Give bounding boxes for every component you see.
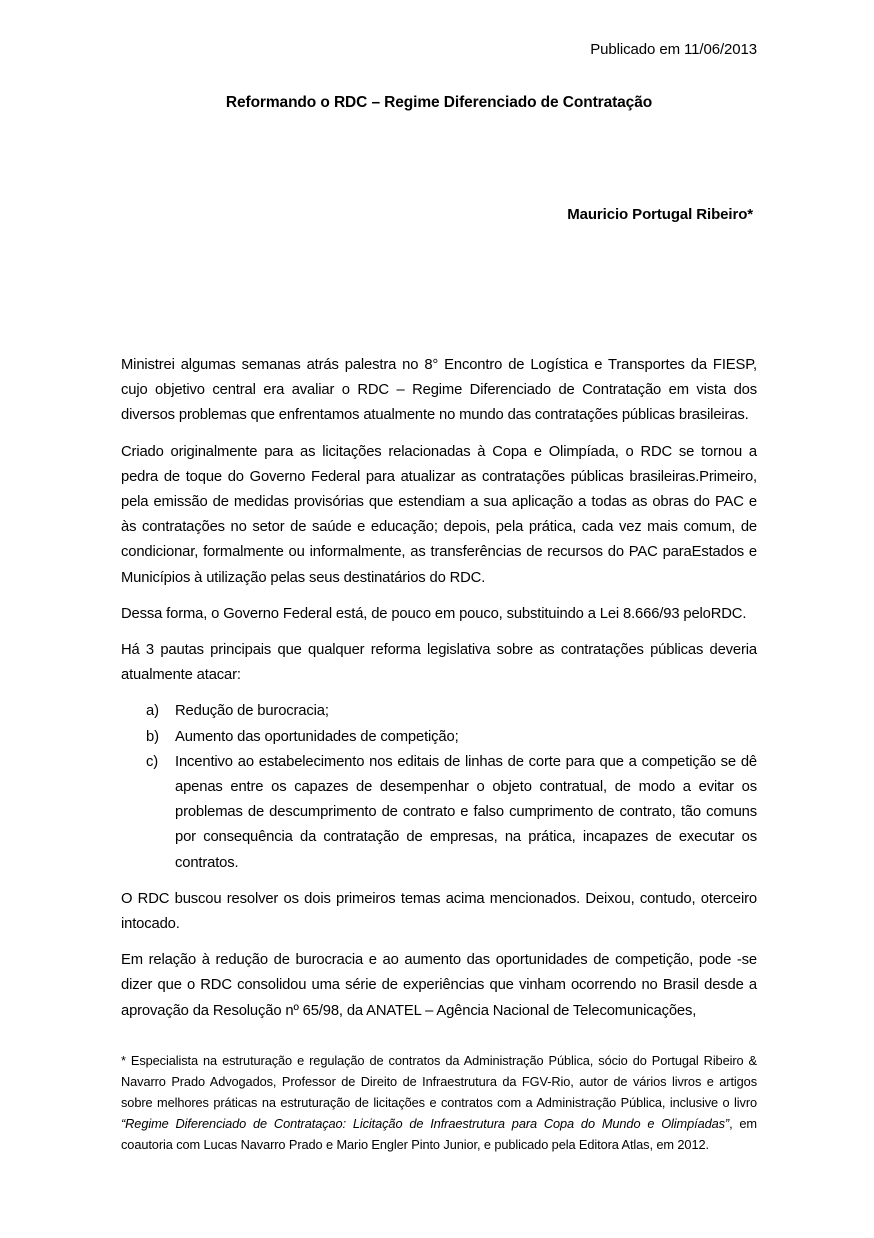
list-item-text: Aumento das oportunidades de competição; [175, 728, 459, 745]
list-item-text: Redução de burocracia; [175, 703, 329, 720]
document-body [121, 353, 757, 1035]
paragraph-rdc-origin: Criado originalmente para as licitações relacionadas à Copa e Olimpíada, o RDC se tornou a pedra de toque do Governo Federal para atualizar as contratações públicas brasileiras.Primeiro, pela emissão de medidas provisórias que estendiam a sua aplicação a todas as obras do PAC e às contratações no setor de saúde e educação; depois, pela prática, cada vez mais comum, de condicionar, formalmente ou informalmente, as transferências de recursos do PAC paraEstados e Municípios à utilização pelas seus destinatários do RDC. [121, 443, 757, 586]
list-item-text: Incentivo ao estabelecimento nos editais de linhas de corte para que a competição se dê apenas entre os capazes de desempenhar o objeto contratual, de modo a evitar os problemas de descumprimento de contrato e falso cumprimento de contrato, tão comuns por consequência da contratação de empresas, na prática, incapazes de executar os contratos. [175, 753, 757, 871]
list-marker: a) [146, 703, 159, 720]
paragraph-pautas-lead: Há 3 pautas principais que qualquer reforma legislativa sobre as contratações públicas deveria atualmente atacar: [121, 642, 757, 684]
published-date: Publicado em 11/06/2013 [590, 41, 757, 58]
page-title: Reformando o RDC – Regime Diferenciado de Contratação [225, 94, 653, 111]
list-item [121, 750, 757, 876]
paragraph-anatel: Em relação à redução de burocracia e ao aumento das oportunidades de competição, pode -se dizer que o RDC consolidou uma série de experiências que vinham ocorrendo no Brasil desde a aprovação da Resolução nº 65/98, da ANATEL – Agência Nacional de Telecomunicações, [121, 952, 757, 1019]
footnote-book-title: “Regime Diferenciado de Contrataçao: Licitação de Infraestrutura para Copa do Mundo e Olimpíadas” [121, 1116, 730, 1131]
list-item [121, 699, 757, 724]
list-marker: c) [146, 753, 159, 770]
footnote [121, 1050, 757, 1155]
paragraph-intro: Ministrei algumas semanas atrás palestra no 8° Encontro de Logística e Transportes da FIESP, cujo objetivo central era avaliar o RDC – Regime Diferenciado de Contratação em vista dos diversos problemas que enfrentamos atualmente no mundo das contratações públicas brasileiras. [121, 357, 757, 424]
footnote-text-end: , em coautoria com Lucas Navarro Prado e Mario Engler Pinto Junior, e publicado pela Editora Atlas, em 2012. [121, 1116, 757, 1152]
list-marker: b) [146, 728, 159, 745]
author-byline: Mauricio Portugal Ribeiro* [567, 206, 753, 223]
paragraph-rdc-resolve: O RDC buscou resolver os dois primeiros temas acima mencionados. Deixou, contudo, oterceiro intocado. [121, 890, 757, 933]
list-item [121, 725, 757, 750]
paragraph-lei-8666: Dessa forma, o Governo Federal está, de pouco em pouco, substituindo a Lei 8.666/93 peloRDC. [121, 605, 747, 622]
footnote-text-start: * Especialista na estruturação e regulação de contratos da Administração Pública, sócio do Portugal Ribeiro & Navarro Prado Advogados, Professor de Direito de Infraestrutura da FGV-Rio, autor de vários livros e artigos sobre melhores práticas na estruturação de licitações e contratos com a Administração Pública, inclusive o livro [121, 1053, 757, 1110]
agenda-list [121, 699, 757, 875]
